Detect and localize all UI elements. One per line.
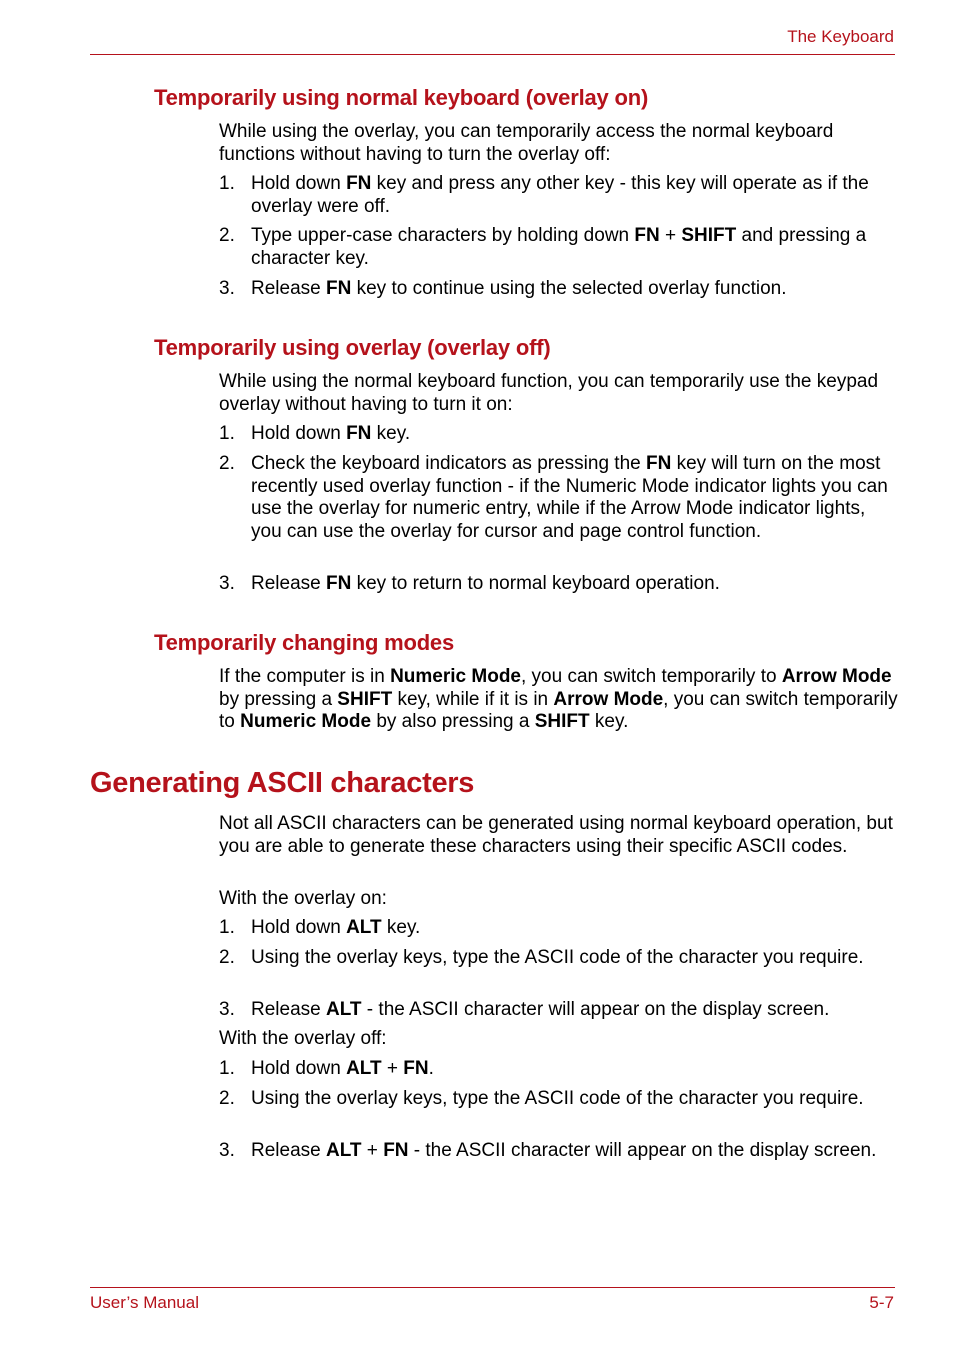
section-intro: Not all ASCII characters can be generated using normal keyboard operation, but you are able to generate these characters using their specific ASCII codes. (219, 813, 893, 857)
list-item (219, 1058, 899, 1081)
list-text: Using the overlay keys, type the ASCII code of the character you require. (251, 947, 864, 968)
overlay-off-label: With the overlay off: (219, 1028, 387, 1049)
list-number: 1. (219, 1058, 235, 1079)
list-text: Type upper-case characters by holding down FN + SHIFT and pressing a character key. (251, 225, 867, 269)
list-item (219, 917, 899, 940)
footer-rule (90, 1287, 895, 1288)
list-text: Using the overlay keys, type the ASCII code of the character you require. (251, 1088, 864, 1109)
section-paragraph: If the computer is in Numeric Mode, you can switch temporarily to Arrow Mode by pressing a SHIFT key, while if it is in Arrow Mode, you can switch temporarily to Numeric Mode by also pressing a SHIFT key. (219, 666, 898, 733)
list-number: 2. (219, 947, 235, 968)
list-text: Release FN key to continue using the selected overlay function. (251, 278, 787, 299)
list-item (219, 173, 899, 218)
section-heading-ascii: Generating ASCII characters (90, 767, 475, 799)
list-item (219, 225, 899, 270)
section-heading-overlay-on: Temporarily using normal keyboard (overlay on) (154, 85, 649, 110)
section-intro: While using the normal keyboard function, you can temporarily use the keypad overlay without having to turn it on: (219, 371, 879, 415)
list-number: 1. (219, 423, 235, 444)
page-header-title: The Keyboard (787, 27, 894, 46)
list-number: 2. (219, 225, 235, 246)
footer-manual-title: User’s Manual (90, 1293, 199, 1312)
list-number: 1. (219, 917, 235, 938)
footer-page-number: 5-7 (869, 1293, 894, 1312)
overlay-on-label: With the overlay on: (219, 888, 387, 909)
list-text: Hold down FN key and press any other key - this key will operate as if the overlay were off. (251, 173, 869, 217)
section-heading-overlay-off: Temporarily using overlay (overlay off) (154, 335, 551, 360)
list-item (219, 947, 899, 970)
header-rule (90, 54, 895, 55)
list-item (219, 999, 899, 1022)
section-heading-changing-modes: Temporarily changing modes (154, 630, 455, 655)
list-item (219, 573, 899, 596)
list-text: Hold down ALT key. (251, 917, 421, 938)
list-number: 2. (219, 1088, 235, 1109)
list-text: Hold down FN key. (251, 423, 411, 444)
list-text: Release ALT + FN - the ASCII character will appear on the display screen. (251, 1140, 877, 1161)
list-item (219, 1140, 899, 1163)
list-number: 3. (219, 573, 235, 594)
list-item (219, 1088, 899, 1111)
list-item (219, 278, 899, 301)
list-number: 2. (219, 453, 235, 474)
list-text: Hold down ALT + FN. (251, 1058, 434, 1079)
list-item (219, 423, 899, 446)
list-number: 3. (219, 999, 235, 1020)
list-number: 3. (219, 278, 235, 299)
list-text: Release FN key to return to normal keyboard operation. (251, 573, 720, 594)
list-text: Check the keyboard indicators as pressing the FN key will turn on the most recently used overlay function - if the Numeric Mode indicator lights you can use the overlay for numeric entry, while if the Arrow Mode indicator lights, you can use the overlay for cursor and page control function. (251, 453, 888, 542)
section-intro: While using the overlay, you can temporarily access the normal keyboard functions without having to turn the overlay off: (219, 121, 834, 165)
list-item (219, 453, 899, 543)
list-text: Release ALT - the ASCII character will appear on the display screen. (251, 999, 830, 1020)
list-number: 1. (219, 173, 235, 194)
list-number: 3. (219, 1140, 235, 1161)
